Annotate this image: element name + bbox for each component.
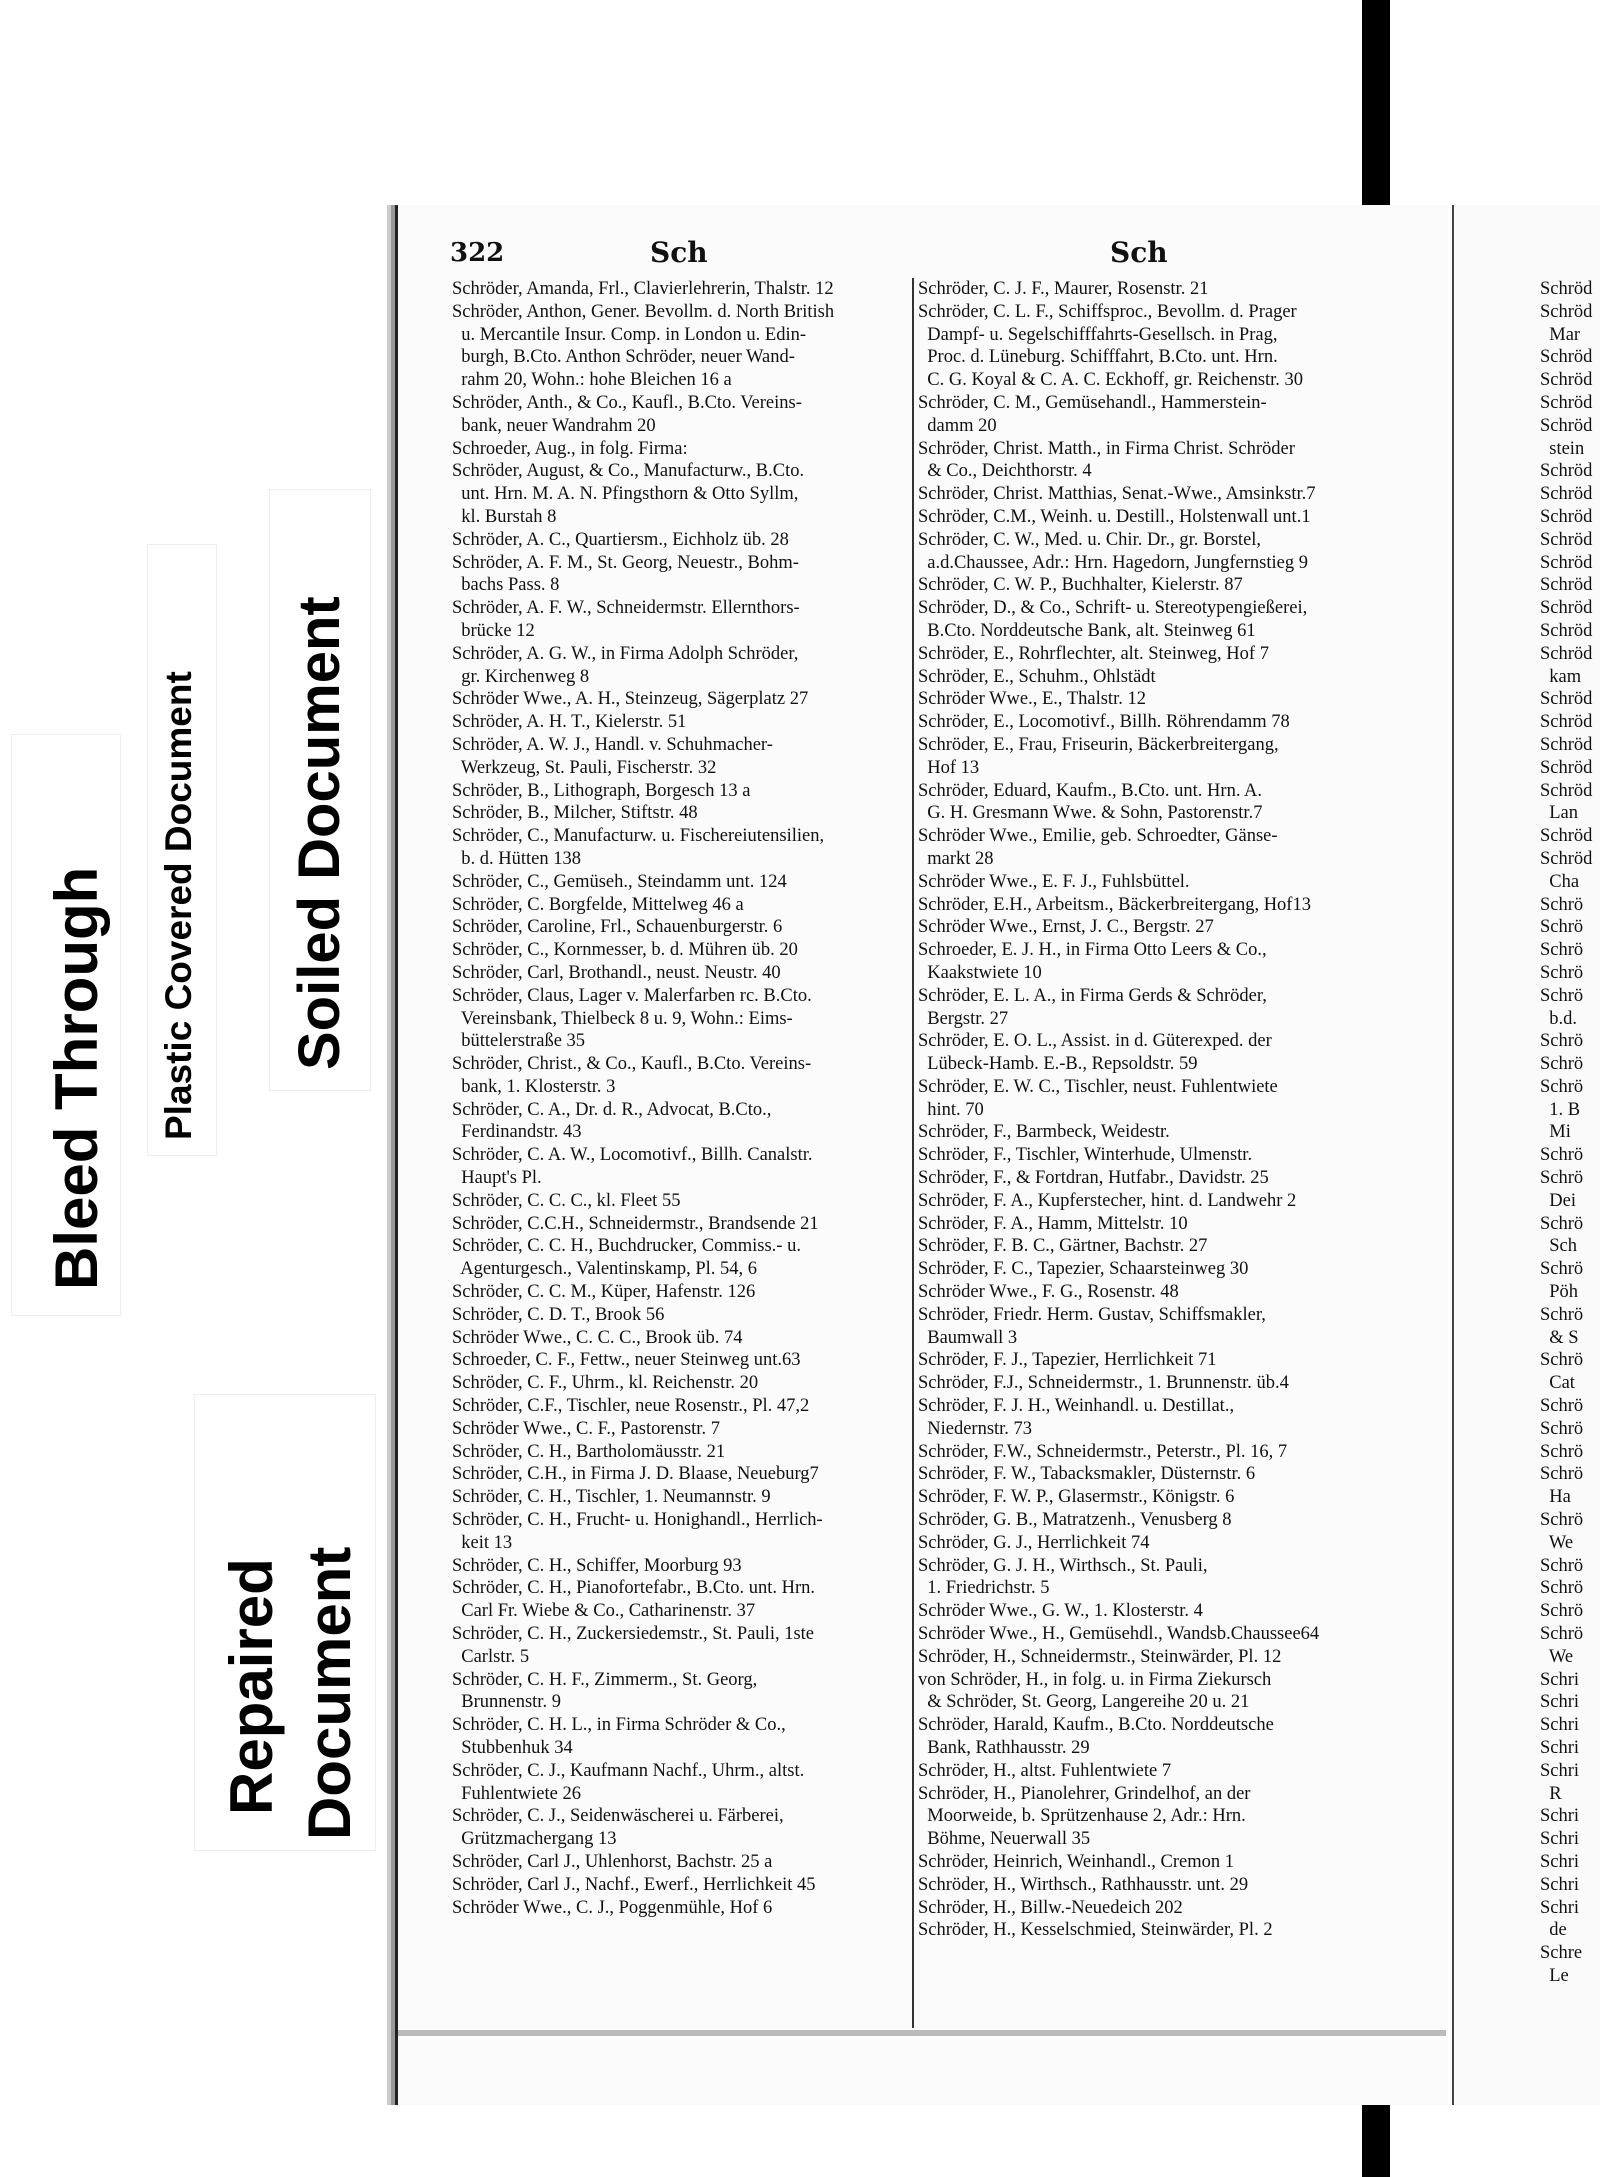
facing-page-fragment: Schröd [1540, 712, 1593, 733]
directory-entry: Schröder, E., Frau, Friseurin, Bäckerbreitergang, [918, 734, 1279, 755]
directory-entry: Lübeck-Hamb. E.-B., Repsoldstr. 59 [918, 1054, 1198, 1075]
facing-page-fragment: Schrö [1540, 1031, 1584, 1052]
directory-entry: 1. Friedrichstr. 5 [918, 1578, 1050, 1599]
soiled-label-card [270, 490, 370, 1090]
directory-entry: Schröder, C. M., Gemüsehandl., Hammerstein- [918, 392, 1267, 413]
directory-entry: Schröder, F., Tischler, Winterhude, Ulmenstr. [918, 1145, 1253, 1166]
facing-page-fragment: Schrö [1540, 1464, 1584, 1485]
facing-page-fragment: Schrö [1540, 1213, 1584, 1234]
column-divider [912, 278, 914, 2028]
directory-entry: Grützmachergang 13 [452, 1829, 617, 1850]
directory-entry: Schröder, Claus, Lager v. Malerfarben rc. B.Cto. [452, 985, 812, 1006]
directory-entry: Schröder, A. G. W., in Firma Adolph Schröder, [452, 643, 799, 664]
directory-entry: Schröder, C. C. H., Buchdrucker, Commiss.- u. [452, 1236, 801, 1257]
directory-entry: Schröder, C. A. W., Locomotivf., Billh. Canalstr. [452, 1145, 813, 1166]
facing-page-fragment: Cha [1540, 871, 1580, 892]
facing-page-fragment: Lan [1540, 803, 1579, 824]
repaired-label-line2: Document [296, 1546, 363, 1840]
facing-page-fragment: Schrö [1540, 985, 1584, 1006]
facing-page-fragment: Schrö [1540, 962, 1584, 983]
directory-entry: Schröder, Christ. Matth., in Firma Christ. Schröder [918, 438, 1295, 459]
directory-entry: burgh, B.Cto. Anthon Schröder, neuer Wand- [452, 347, 795, 368]
directory-entry: Schröder Wwe., C. J., Poggenmühle, Hof 6 [452, 1897, 773, 1918]
directory-entry: Schröder, Eduard, Kaufm., B.Cto. unt. Hrn. A. [918, 780, 1263, 801]
directory-entry: Fuhlentwiete 26 [452, 1783, 581, 1804]
facing-page-fragment: Schrö [1540, 1145, 1584, 1166]
repaired-label-line1: Repaired [218, 1558, 285, 1815]
directory-entry: Schröder Wwe., C. C. C., Brook üb. 74 [452, 1327, 743, 1348]
directory-entry: Schröder, E.H., Arbeitsm., Bäckerbreitergang, Hof13 [918, 894, 1311, 915]
directory-entry: Schröder, C. J. F., Maurer, Rosenstr. 21 [918, 279, 1209, 299]
directory-entry: Schroeder, E. J. H., in Firma Otto Leers & Co., [918, 940, 1267, 961]
directory-entry: Schröder, F.W., Schneidermstr., Peterstr., Pl. 16, 7 [918, 1441, 1288, 1462]
facing-page-fragment: Schri [1540, 1760, 1580, 1781]
directory-entry: Schröder, Carl J., Uhlenhorst, Bachstr. 25 a [452, 1851, 773, 1872]
directory-entry: Schröder, Christ., & Co., Kaufl., B.Cto. Vereins- [452, 1054, 812, 1075]
directory-entry: Schröder, G. J. H., Wirthsch., St. Pauli, [918, 1555, 1208, 1576]
facing-page-fragment: Schröd [1540, 734, 1593, 755]
directory-entry: Schröder, H., Kesselschmied, Steinwärder, Pl. 2 [918, 1920, 1273, 1941]
facing-page-fragment: Schröd [1540, 826, 1593, 847]
facing-page-fragment: Schri [1540, 1692, 1580, 1713]
binding-strip-top [1362, 0, 1390, 240]
directory-entry: Schröder, C. H., Schiffer, Moorburg 93 [452, 1555, 742, 1576]
directory-entry: Moorweide, b. Sprützenhause 2, Adr.: Hrn. [918, 1806, 1246, 1827]
directory-entry: Schröder, C. C. M., Küper, Hafenstr. 126 [452, 1282, 756, 1303]
directory-entry: rahm 20, Wohn.: hohe Bleichen 16 a [452, 370, 732, 391]
directory-entry: Schroeder, C. F., Fettw., neuer Steinweg unt.63 [452, 1350, 801, 1371]
directory-entry: & Co., Deichthorstr. 4 [918, 461, 1092, 482]
directory-entry: Schröder, Christ. Matthias, Senat.-Wwe., Amsinkstr.7 [918, 484, 1316, 505]
facing-page-fragment: Schröd [1540, 552, 1593, 573]
repaired-label-card [195, 1395, 375, 1850]
facing-page-fragment: We [1540, 1532, 1574, 1553]
facing-page-fragment: Schre [1540, 1943, 1583, 1964]
directory-entry: Schröder, E. O. L., Assist. in d. Güterexped. der [918, 1031, 1272, 1052]
directory-entry: Schröder, A. C., Quartiersm., Eichholz üb. 28 [452, 529, 789, 550]
facing-page-fragment: Schrö [1540, 1510, 1584, 1531]
directory-entry: Schröder Wwe., F. G., Rosenstr. 48 [918, 1282, 1179, 1303]
directory-entry: Schröder, F. B. C., Gärtner, Bachstr. 27 [918, 1236, 1208, 1257]
header-right: Sch [1110, 236, 1168, 269]
directory-entry: Ferdinandstr. 43 [452, 1122, 582, 1143]
directory-entry: Schröder, Carl, Brothandl., neust. Neustr. 40 [452, 962, 781, 983]
directory-entry: Schroeder, Aug., in folg. Firma: [452, 438, 688, 459]
facing-page-fragment: Schröd [1540, 484, 1593, 505]
facing-page-fragment: Schri [1540, 1738, 1580, 1758]
directory-entry: Schröder, F. J. H., Weinhandl. u. Destillat., [918, 1396, 1235, 1417]
directory-entry: Schröder, C. C. C., kl. Fleet 55 [452, 1190, 681, 1211]
directory-entry: Schröder Wwe., H., Gemüsehdl., Wandsb.Chaussee64 [918, 1624, 1320, 1645]
right-column [918, 278, 1388, 1942]
directory-entry: Schröder, C. W., Med. u. Chir. Dr., gr. Borstel, [918, 529, 1262, 550]
directory-entry: Schröder, F. A., Hamm, Mittelstr. 10 [918, 1213, 1188, 1234]
directory-entry: C. G. Koyal & C. A. C. Eckhoff, gr. Reichenstr. 30 [918, 370, 1304, 391]
facing-page-fragment: Schri [1540, 1829, 1580, 1850]
directory-entry: Niedernstr. 73 [918, 1418, 1033, 1439]
directory-entry: Schröder, F., Barmbeck, Weidestr. [918, 1122, 1170, 1143]
facing-page-fragment: Pöh [1540, 1282, 1579, 1303]
directory-entry: Haupt's Pl. [452, 1168, 542, 1189]
facing-page-fragment: Dei [1540, 1190, 1576, 1211]
bleed-through-label-card [12, 735, 120, 1315]
directory-entry: Schröder, A. F. M., St. Georg, Neuestr., Bohm- [452, 552, 799, 573]
directory-entry: Schröder, D., & Co., Schrift- u. Stereotypengießerei, [918, 598, 1308, 619]
facing-page-fragment: de [1540, 1920, 1567, 1941]
directory-entry: Proc. d. Lüneburg. Schifffahrt, B.Cto. unt. Hrn. [918, 347, 1278, 368]
facing-page-fragment: Schri [1540, 1806, 1580, 1827]
facing-page-fragment: Schröd [1540, 780, 1593, 801]
directory-entry: gr. Kirchenweg 8 [452, 666, 590, 687]
directory-entry: von Schröder, H., in folg. u. in Firma Ziekursch [918, 1669, 1272, 1690]
directory-entry: Stubbenhuk 34 [452, 1738, 573, 1758]
facing-page-fragment: Schrö [1540, 1555, 1584, 1576]
facing-page-fragment: Schrö [1540, 1168, 1584, 1189]
facing-page-fragment: Schröd [1540, 643, 1593, 664]
facing-page-fragment: Schröd [1540, 461, 1593, 482]
directory-entry: Schröder, Carl J., Nachf., Ewerf., Herrlichkeit 45 [452, 1874, 816, 1895]
facing-page-fragment: Schröd [1540, 301, 1593, 322]
facing-page-fragment: Schröd [1540, 279, 1593, 299]
facing-page-fragment: Schröd [1540, 575, 1593, 596]
facing-page-fragment: Mi [1540, 1122, 1571, 1143]
left-column [452, 278, 907, 1919]
directory-entry: büttelerstraße 35 [452, 1031, 586, 1052]
directory-entry: Schröder, H., Wirthsch., Rathhausstr. unt. 29 [918, 1874, 1249, 1895]
facing-page-fragment: Schrö [1540, 1624, 1584, 1645]
directory-entry: Schröder, F.J., Schneidermstr., 1. Brunnenstr. üb.4 [918, 1373, 1289, 1394]
directory-entry: Schröder Wwe., Ernst, J. C., Bergstr. 27 [918, 917, 1214, 938]
facing-page-fragment: Schröd [1540, 415, 1593, 436]
facing-page-fragment: Schrö [1540, 894, 1584, 915]
directory-entry: Schröder, F. J., Tapezier, Herrlichkeit 71 [918, 1350, 1217, 1371]
directory-entry: bank, 1. Klosterstr. 3 [452, 1076, 616, 1097]
directory-entry: Schröder, Friedr. Herm. Gustav, Schiffsmakler, [918, 1304, 1266, 1325]
directory-entry: brücke 12 [452, 620, 535, 641]
facing-page-fragment: Schrö [1540, 1396, 1584, 1417]
facing-page-fragment: R [1540, 1783, 1562, 1804]
directory-entry: Schröder, E. L. A., in Firma Gerds & Schröder, [918, 985, 1267, 1006]
facing-page-fragment: Schrö [1540, 1418, 1584, 1439]
directory-entry: Schröder, C., Kornmesser, b. d. Mühren üb. 20 [452, 940, 798, 961]
directory-entry: Bank, Rathhausstr. 29 [918, 1738, 1090, 1758]
facing-page-fragment: Schrö [1540, 1076, 1584, 1097]
plastic-covered-label: Plastic Covered Document [158, 671, 199, 1140]
facing-page-fragment: Le [1540, 1965, 1569, 1986]
directory-entry: Schröder, C. H., Zuckersiedemstr., St. Pauli, 1ste [452, 1624, 815, 1645]
facing-page-fragment: Schrö [1540, 1441, 1584, 1462]
directory-entry: Schröder, C.C.H., Schneidermstr., Brandsende 21 [452, 1213, 819, 1234]
directory-entry: Schröder, E., Locomotivf., Billh. Röhrendamm 78 [918, 712, 1290, 733]
directory-entry: Schröder, A. H. T., Kielerstr. 51 [452, 712, 687, 733]
facing-page-fragment: Schri [1540, 1715, 1580, 1736]
directory-entry: Schröder, C. H. L., in Firma Schröder & Co., [452, 1715, 786, 1736]
facing-page-fragment: stein [1540, 438, 1585, 459]
directory-entry: Schröder, C. L. F., Schiffsproc., Bevollm. d. Prager [918, 301, 1297, 322]
facing-page-fragment: Schri [1540, 1851, 1580, 1872]
facing-page-fragment: Schrö [1540, 1259, 1584, 1280]
facing-page-fragment: Schri [1540, 1669, 1580, 1690]
directory-entry: Werkzeug, St. Pauli, Fischerstr. 32 [452, 757, 717, 778]
directory-entry: G. H. Gresmann Wwe. & Sohn, Pastorenstr.7 [918, 803, 1263, 824]
facing-page-fragment: Schröd [1540, 392, 1593, 413]
facing-page-fragment: Schröd [1540, 529, 1593, 550]
directory-entry: Schröder, C. Borgfelde, Mittelweg 46 a [452, 894, 744, 915]
directory-entry: & Schröder, St. Georg, Langereihe 20 u. 21 [918, 1692, 1250, 1713]
facing-page-fragment: Schröd [1540, 620, 1593, 641]
directory-entry: Vereinsbank, Thielbeck 8 u. 9, Wohn.: Eims- [452, 1008, 793, 1029]
directory-entry: keit 13 [452, 1532, 513, 1553]
directory-entry: Schröder, C. F., Uhrm., kl. Reichenstr. 20 [452, 1373, 759, 1394]
directory-entry: Schröder Wwe., E. F. J., Fuhlsbüttel. [918, 871, 1190, 892]
directory-entry: Schröder Wwe., Emilie, geb. Schroedter, Gänse- [918, 826, 1278, 847]
directory-entry: Hof 13 [918, 757, 980, 778]
directory-entry: b. d. Hütten 138 [452, 848, 581, 869]
directory-entry: Schröder, Harald, Kaufm., B.Cto. Norddeutsche [918, 1715, 1274, 1736]
facing-page-fragment: Schrö [1540, 1350, 1584, 1371]
directory-entry: unt. Hrn. M. A. N. Pfingsthorn & Otto Syllm, [452, 484, 799, 505]
facing-page-fragment: Schröd [1540, 370, 1593, 391]
directory-entry: Bergstr. 27 [918, 1008, 1009, 1029]
directory-entry: Schröder, August, & Co., Manufacturw., B.Cto. [452, 461, 805, 482]
directory-entry: Schröder, Caroline, Frl., Schauenburgerstr. 6 [452, 917, 783, 938]
facing-page-fragment: We [1540, 1646, 1574, 1667]
directory-entry: Schröder, H., altst. Fuhlentwiete 7 [918, 1760, 1172, 1781]
directory-entry: kl. Burstah 8 [452, 506, 557, 527]
facing-page-fragment: Schrö [1540, 1601, 1584, 1622]
directory-entry: Schröder, C. H., Frucht- u. Honighandl., Herrlich- [452, 1510, 823, 1531]
directory-entry: Schröder, F. W. P., Glasermstr., Königstr. 6 [918, 1487, 1235, 1508]
directory-entry: Schröder, C.H., in Firma J. D. Blaase, Neueburg7 [452, 1464, 819, 1485]
facing-page-fragment: Schröd [1540, 598, 1593, 619]
directory-entry: damm 20 [918, 415, 997, 436]
directory-entry: Schröder, C. W. P., Buchhalter, Kielerstr. 87 [918, 575, 1243, 596]
directory-entry: Schröder, C. H., Tischler, 1. Neumannstr. 9 [452, 1487, 771, 1508]
facing-page-fragment: Schröd [1540, 689, 1593, 710]
facing-page-fragment: b.d. [1540, 1008, 1577, 1029]
directory-entry: Schröder, C. J., Kaufmann Nachf., Uhrm., altst. [452, 1760, 805, 1781]
directory-entry: Schröder, F. C., Tapezier, Schaarsteinweg 30 [918, 1259, 1249, 1280]
directory-entry: Schröder, C., Manufacturw. u. Fischereiutensilien, [452, 826, 825, 847]
directory-entry: Schröder, C. H., Pianofortefabr., B.Cto. unt. Hrn. [452, 1578, 816, 1599]
directory-entry: B.Cto. Norddeutsche Bank, alt. Steinweg 61 [918, 620, 1256, 641]
directory-entry: Schröder Wwe., A. H., Steinzeug, Sägerplatz 27 [452, 689, 809, 710]
facing-page-fragment: Schröd [1540, 506, 1593, 527]
facing-page-fragment: Schröd [1540, 347, 1593, 368]
directory-entry: hint. 70 [918, 1099, 984, 1120]
facing-page-fragment: Schri [1540, 1874, 1580, 1895]
facing-page-fragment: Schrö [1540, 1054, 1584, 1075]
directory-entry: Schröder, H., Schneidermstr., Steinwärder, Pl. 12 [918, 1646, 1282, 1667]
directory-entry: Schröder, H., Pianolehrer, Grindelhof, an der [918, 1783, 1251, 1804]
directory-entry: Schröder, F., & Fortdran, Hutfabr., Davidstr. 25 [918, 1168, 1269, 1189]
directory-entry: Schröder, H., Billw.-Neuedeich 202 [918, 1897, 1183, 1918]
directory-entry: Schröder, C. D. T., Brook 56 [452, 1304, 665, 1325]
directory-entry: a.d.Chaussee, Adr.: Hrn. Hagedorn, Jungfernstieg 9 [918, 552, 1308, 573]
facing-page-fragment: kam [1540, 666, 1582, 687]
directory-entry: Schröder, C.M., Weinh. u. Destill., Holstenwall unt.1 [918, 506, 1311, 527]
facing-page-fragment: Schrö [1540, 1578, 1584, 1599]
facing-page-fragment: & S [1540, 1327, 1579, 1348]
facing-page-fragment: Schrö [1540, 1304, 1584, 1325]
directory-entry: Schröder, C. H., Bartholomäusstr. 21 [452, 1441, 726, 1462]
facing-page-fragment: Cat [1540, 1373, 1575, 1394]
directory-entry: Schröder, F. W., Tabacksmakler, Düsternstr. 6 [918, 1464, 1256, 1485]
facing-page-fragment: Mar [1540, 324, 1581, 345]
directory-entry: Agenturgesch., Valentinskamp, Pl. 54, 6 [452, 1259, 758, 1280]
page-edge [398, 2030, 1446, 2036]
directory-entry: Schröder Wwe., E., Thalstr. 12 [918, 689, 1146, 710]
directory-entry: Schröder, F. A., Kupferstecher, hint. d. Landwehr 2 [918, 1190, 1297, 1211]
bleed-through-label: Bleed Through [43, 866, 110, 1290]
directory-entry: Schröder Wwe., C. F., Pastorenstr. 7 [452, 1418, 720, 1439]
directory-entry: Brunnenstr. 9 [452, 1692, 561, 1713]
facing-page-fragment: Schröd [1540, 757, 1593, 778]
facing-page-fragment: Schrö [1540, 940, 1584, 961]
directory-entry: Schröder, E., Rohrflechter, alt. Steinweg, Hof 7 [918, 643, 1269, 664]
directory-entry: Schröder, C. H. F., Zimmerm., St. Georg, [452, 1669, 758, 1690]
directory-entry: Schröder, C. A., Dr. d. R., Advocat, B.Cto., [452, 1099, 772, 1120]
directory-entry: Schröder, C., Gemüseh., Steindamm unt. 124 [452, 871, 787, 892]
directory-entry: Carlstr. 5 [452, 1646, 530, 1667]
directory-entry: Schröder, G. B., Matratzenh., Venusberg 8 [918, 1510, 1232, 1531]
facing-page-fragments [1540, 278, 1600, 1988]
directory-entry: Dampf- u. Segelschifffahrts-Gesellsch. in Prag, [918, 324, 1278, 345]
directory-entry: bachs Pass. 8 [452, 575, 560, 596]
facing-page-fragment: Sch [1540, 1236, 1577, 1257]
directory-entry: Schröder, Amanda, Frl., Clavierlehrerin, Thalstr. 12 [452, 279, 834, 299]
directory-entry: markt 28 [918, 848, 994, 869]
page-number: 322 [450, 238, 505, 268]
directory-entry: Schröder, C. J., Seidenwäscherei u. Färberei, [452, 1806, 784, 1827]
directory-entry: Schröder, E., Schuhm., Ohlstädt [918, 666, 1156, 687]
facing-page-fragment: Schrö [1540, 917, 1584, 938]
directory-entry: Schröder, C.F., Tischler, neue Rosenstr., Pl. 47,2 [452, 1396, 810, 1417]
directory-entry: Schröder, B., Lithograph, Borgesch 13 a [452, 780, 751, 801]
plastic-covered-label-card [148, 545, 216, 1155]
directory-entry: Schröder, E. W. C., Tischler, neust. Fuhlentwiete [918, 1076, 1278, 1097]
directory-entry: Schröder, Heinrich, Weinhandl., Cremon 1 [918, 1851, 1234, 1872]
directory-entry: Kaakstwiete 10 [918, 962, 1042, 983]
directory-entry: Schröder Wwe., G. W., 1. Klosterstr. 4 [918, 1601, 1203, 1622]
directory-entry: bank, neuer Wandrahm 20 [452, 415, 656, 436]
directory-entry: Schröder, Anth., & Co., Kaufl., B.Cto. Vereins- [452, 392, 802, 413]
directory-entry: Böhme, Neuerwall 35 [918, 1829, 1091, 1850]
soiled-label: Soiled Document [287, 596, 352, 1070]
header-left: Sch [650, 236, 708, 269]
facing-page-fragment: Schri [1540, 1897, 1580, 1918]
directory-entry: Schröder, B., Milcher, Stiftstr. 48 [452, 803, 698, 824]
directory-entry: Schröder, G. J., Herrlichkeit 74 [918, 1532, 1150, 1553]
facing-page-fragment: Schröd [1540, 848, 1593, 869]
directory-entry: Baumwall 3 [918, 1327, 1018, 1348]
directory-entry: Schröder, Anthon, Gener. Bevollm. d. North British [452, 301, 835, 322]
directory-entry: u. Mercantile Insur. Comp. in London u. Edin- [452, 324, 807, 345]
facing-page-fragment: Ha [1540, 1487, 1571, 1508]
directory-entry: Schröder, A. W. J., Handl. v. Schuhmacher- [452, 734, 773, 755]
facing-page-fragment: 1. B [1540, 1099, 1581, 1120]
directory-entry: Carl Fr. Wiebe & Co., Catharinenstr. 37 [452, 1601, 756, 1622]
directory-entry: Schröder, A. F. W., Schneidermstr. Ellernthors- [452, 598, 800, 619]
